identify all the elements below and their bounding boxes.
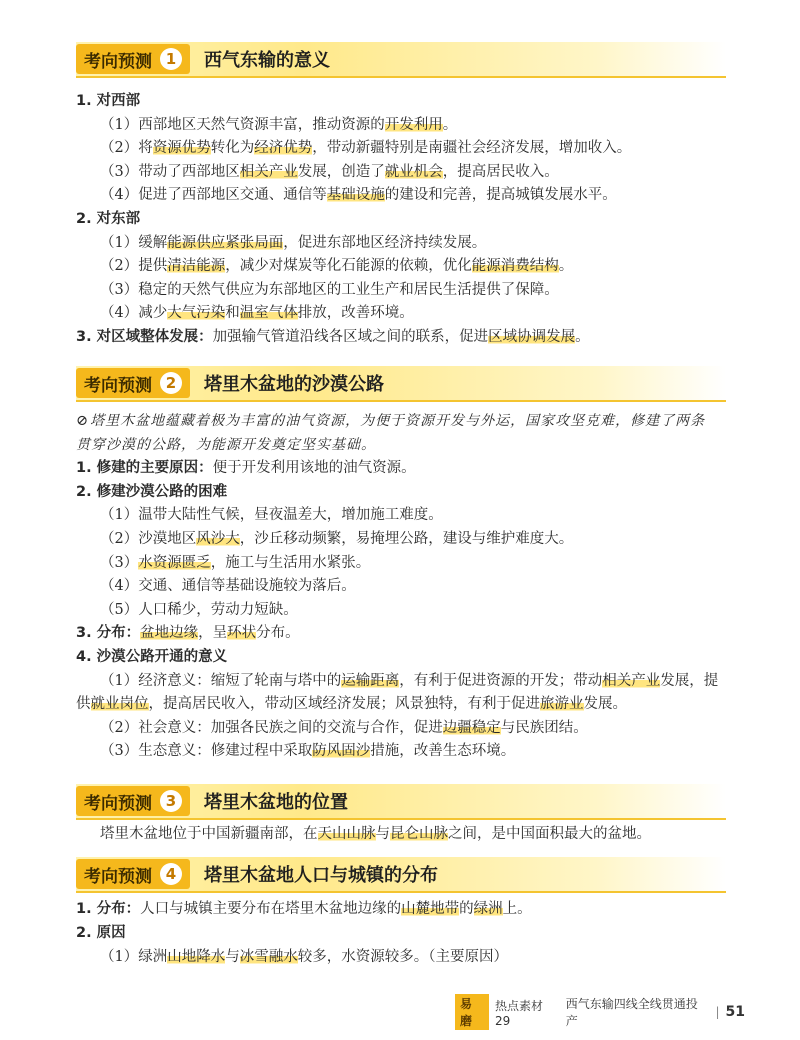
text-line [76, 457, 416, 479]
text-fragment: ，呈 [198, 625, 228, 642]
footer-title: 西气东输四线全线贯通投产 [565, 997, 698, 1028]
footer-separator: | [715, 1005, 720, 1019]
section-tag-label: 考向预测 [84, 866, 152, 887]
text-fragment: 和 [225, 305, 240, 322]
section-header-3 [76, 784, 726, 820]
highlighted-term: 就业机会 [384, 163, 443, 180]
text-line [100, 137, 631, 159]
text-fragment: 人口与城镇主要分布在塔里木盆地边缘的 [140, 901, 402, 917]
highlighted-term: 天山山脉 [317, 826, 376, 842]
footer-brand: 易磨 [455, 994, 489, 1030]
item-label: 1. 修建的主要原因： [76, 460, 213, 477]
text-line [100, 161, 559, 183]
link-icon: ⊘ [76, 413, 89, 429]
text-line [76, 922, 126, 944]
text-fragment: 的建设和完善，提高城镇发展水平。 [384, 187, 617, 204]
text-line [100, 599, 298, 621]
section-tag [76, 786, 190, 816]
section-title: 西气东输的意义 [204, 50, 330, 71]
text-line [100, 255, 573, 277]
text-fragment: （5）人口稀少，劳动力短缺。 [100, 601, 298, 618]
highlighted-term: 相关产业 [602, 672, 661, 689]
section-number: 1 [160, 48, 182, 70]
section-title: 塔里木盆地的位置 [204, 792, 348, 813]
text-fragment: 塔里木盆地位于中国新疆南部，在 [100, 826, 318, 842]
section-header-2 [76, 366, 726, 402]
text-fragment: ，带动新疆特别是南疆社会经济发展，增加收入。 [312, 140, 632, 157]
text-line [100, 184, 617, 206]
highlighted-term: 资源优势 [152, 140, 211, 157]
text-fragment: （3） [100, 554, 139, 571]
text-line [76, 693, 627, 715]
text-line [100, 302, 414, 324]
note-text: 贯穿沙漠的公路，为能源开发奠定坚实基础。 [76, 436, 376, 453]
highlighted-term: 环状 [227, 625, 257, 642]
highlighted-term: 水资源匮乏 [138, 554, 211, 571]
highlighted-term: 清洁能源 [167, 258, 226, 275]
item-heading: 2. 修建沙漠公路的困难 [76, 483, 228, 500]
highlighted-term: 风沙大 [196, 531, 240, 547]
text-line [100, 528, 573, 550]
text-fragment: （2）社会意义：加强各民族之间的交流与合作，促进 [100, 719, 443, 736]
item-heading: 2. 原因 [76, 925, 126, 941]
text-fragment: （3）生态意义：修建过程中采取 [100, 743, 313, 760]
text-fragment: （2）沙漠地区 [100, 531, 197, 547]
text-line [100, 504, 443, 526]
text-line [76, 410, 705, 432]
highlighted-term: 大气污染 [167, 305, 226, 322]
text-fragment: 加强输气管道沿线各区域之间的联系，促进 [212, 329, 489, 345]
text-line [76, 622, 300, 644]
text-fragment: 发展，创造了 [297, 163, 385, 180]
text-fragment: （1）温带大陆性气候，昼夜温差大，增加施工难度。 [100, 507, 443, 524]
text-line [100, 279, 559, 301]
section-tag-label: 考向预测 [84, 793, 152, 814]
section-number: 2 [160, 372, 182, 394]
text-fragment: 较多，水资源较多。（主要原因） [297, 949, 508, 965]
text-line [76, 646, 227, 668]
text-line [76, 481, 227, 503]
highlighted-term: 边疆稳定 [442, 719, 501, 736]
text-line [100, 740, 515, 762]
text-fragment: （3）带动了西部地区 [100, 163, 240, 180]
highlighted-term: 绿洲 [473, 901, 503, 917]
highlighted-term: 温室气体 [239, 305, 298, 322]
page-footer [455, 997, 745, 1028]
section-title: 塔里木盆地的沙漠公路 [204, 374, 384, 395]
text-fragment: （4）交通、通信等基础设施较为落后。 [100, 578, 356, 595]
highlighted-term: 山地降水 [167, 949, 226, 965]
item-heading: 4. 沙漠公路开通的意义 [76, 649, 228, 665]
text-line [100, 552, 370, 574]
section-tag [76, 368, 190, 398]
highlighted-term: 昆仑山脉 [390, 826, 448, 842]
highlighted-term: 基础设施 [326, 187, 385, 204]
text-line [100, 670, 718, 692]
text-fragment: （1）西部地区天然气资源丰富，推动资源的 [100, 116, 385, 133]
section-tag [76, 859, 190, 889]
highlighted-term: 防风固沙 [312, 743, 371, 760]
text-line [76, 208, 140, 230]
text-fragment: ，有利于促进资源的开发；带动 [399, 672, 603, 689]
highlighted-term: 旅游业 [540, 696, 584, 713]
highlighted-term: 山麓地带 [401, 901, 460, 917]
highlighted-term: 区域协调发展 [488, 329, 576, 345]
text-fragment: （1）经济意义：缩短了轮南与塔中的 [100, 672, 342, 689]
section-header-4 [76, 857, 726, 893]
item-label: 1. 分布： [76, 901, 141, 917]
highlighted-term: 盆地边缘 [140, 625, 199, 642]
section-number: 3 [160, 790, 182, 812]
text-fragment: 。 [575, 329, 590, 345]
text-line [100, 946, 508, 968]
text-fragment: 与 [225, 949, 240, 965]
item-label: 3. 对区域整体发展： [76, 329, 213, 345]
text-fragment: 转化为 [210, 140, 255, 157]
text-line [76, 90, 140, 112]
text-fragment: （4）促进了西部地区交通、通信等 [100, 187, 327, 204]
highlighted-term: 运输距离 [341, 672, 400, 689]
highlighted-term: 就业岗位 [90, 696, 149, 713]
text-fragment: 上。 [502, 901, 532, 917]
highlighted-term: 经济优势 [254, 140, 313, 157]
section-header-1 [76, 42, 726, 78]
text-fragment: ，减少对煤炭等化石能源的依赖，优化 [225, 258, 472, 275]
text-fragment: 分布。 [256, 625, 300, 642]
text-line [100, 575, 356, 597]
item-label: 3. 分布： [76, 625, 141, 642]
text-fragment: （4）减少 [100, 305, 168, 322]
item-heading: 2. 对东部 [76, 211, 141, 227]
text-fragment: 。 [558, 258, 574, 275]
text-fragment: 与 [375, 826, 390, 842]
highlighted-term: 能源消费结构 [471, 258, 559, 275]
text-fragment: 的 [459, 901, 474, 917]
text-line [100, 232, 486, 254]
text-fragment: ，促进东部地区经济持续发展。 [283, 234, 487, 251]
section-tag-label: 考向预测 [84, 51, 152, 72]
text-fragment: 与民族团结。 [500, 719, 588, 736]
note-text: 塔里木盆地蕴藏着极为丰富的油气资源，为便于资源开发与外运，国家攻坚克难，修建了两条 [90, 413, 706, 429]
text-fragment: ，提高居民收入。 [442, 163, 559, 180]
item-heading: 1. 对西部 [76, 93, 141, 109]
text-fragment: ，施工与生活用水紧张。 [210, 554, 371, 571]
text-fragment: 之间，是中国面积最大的盆地。 [448, 826, 651, 842]
highlighted-term: 开发利用 [384, 116, 443, 133]
text-line [100, 114, 457, 136]
highlighted-term: 相关产业 [239, 163, 298, 180]
text-fragment: （3）稳定的天然气供应为东部地区的工业生产和居民生活提供了保障。 [100, 281, 559, 298]
section-tag [76, 44, 190, 74]
text-line [100, 823, 651, 845]
highlighted-term: 能源供应紧张局面 [167, 234, 284, 251]
text-line [100, 717, 588, 739]
text-fragment: ，沙丘移动频繁，易掩埋公路，建设与维护难度大。 [239, 531, 574, 547]
text-line [76, 434, 376, 456]
text-fragment: 便于开发利用该地的油气资源。 [212, 460, 416, 477]
text-fragment: （2）提供 [100, 258, 168, 275]
text-fragment: 。 [442, 116, 458, 133]
text-fragment: 供 [76, 696, 91, 713]
text-line [76, 326, 590, 348]
text-fragment: 措施，改善生态环境。 [370, 743, 516, 760]
text-fragment: 排放，改善环境。 [297, 305, 414, 322]
text-fragment: 发展。 [583, 696, 627, 713]
highlighted-term: 冰雪融水 [239, 949, 298, 965]
footer-series: 热点素材 29 [494, 998, 543, 1028]
section-number: 4 [160, 863, 182, 885]
text-fragment: （2）将 [100, 140, 153, 157]
section-tag-label: 考向预测 [84, 375, 152, 396]
text-fragment: 发展，提 [660, 672, 719, 689]
text-line [76, 898, 532, 920]
text-fragment: （1）绿洲 [100, 949, 168, 965]
text-fragment: ，提高居民收入，带动区域经济发展；风景独特，有利于促进 [148, 696, 540, 713]
text-fragment: （1）缓解 [100, 234, 168, 251]
section-title: 塔里木盆地人口与城镇的分布 [204, 865, 438, 886]
page-number: 51 [725, 1004, 745, 1020]
